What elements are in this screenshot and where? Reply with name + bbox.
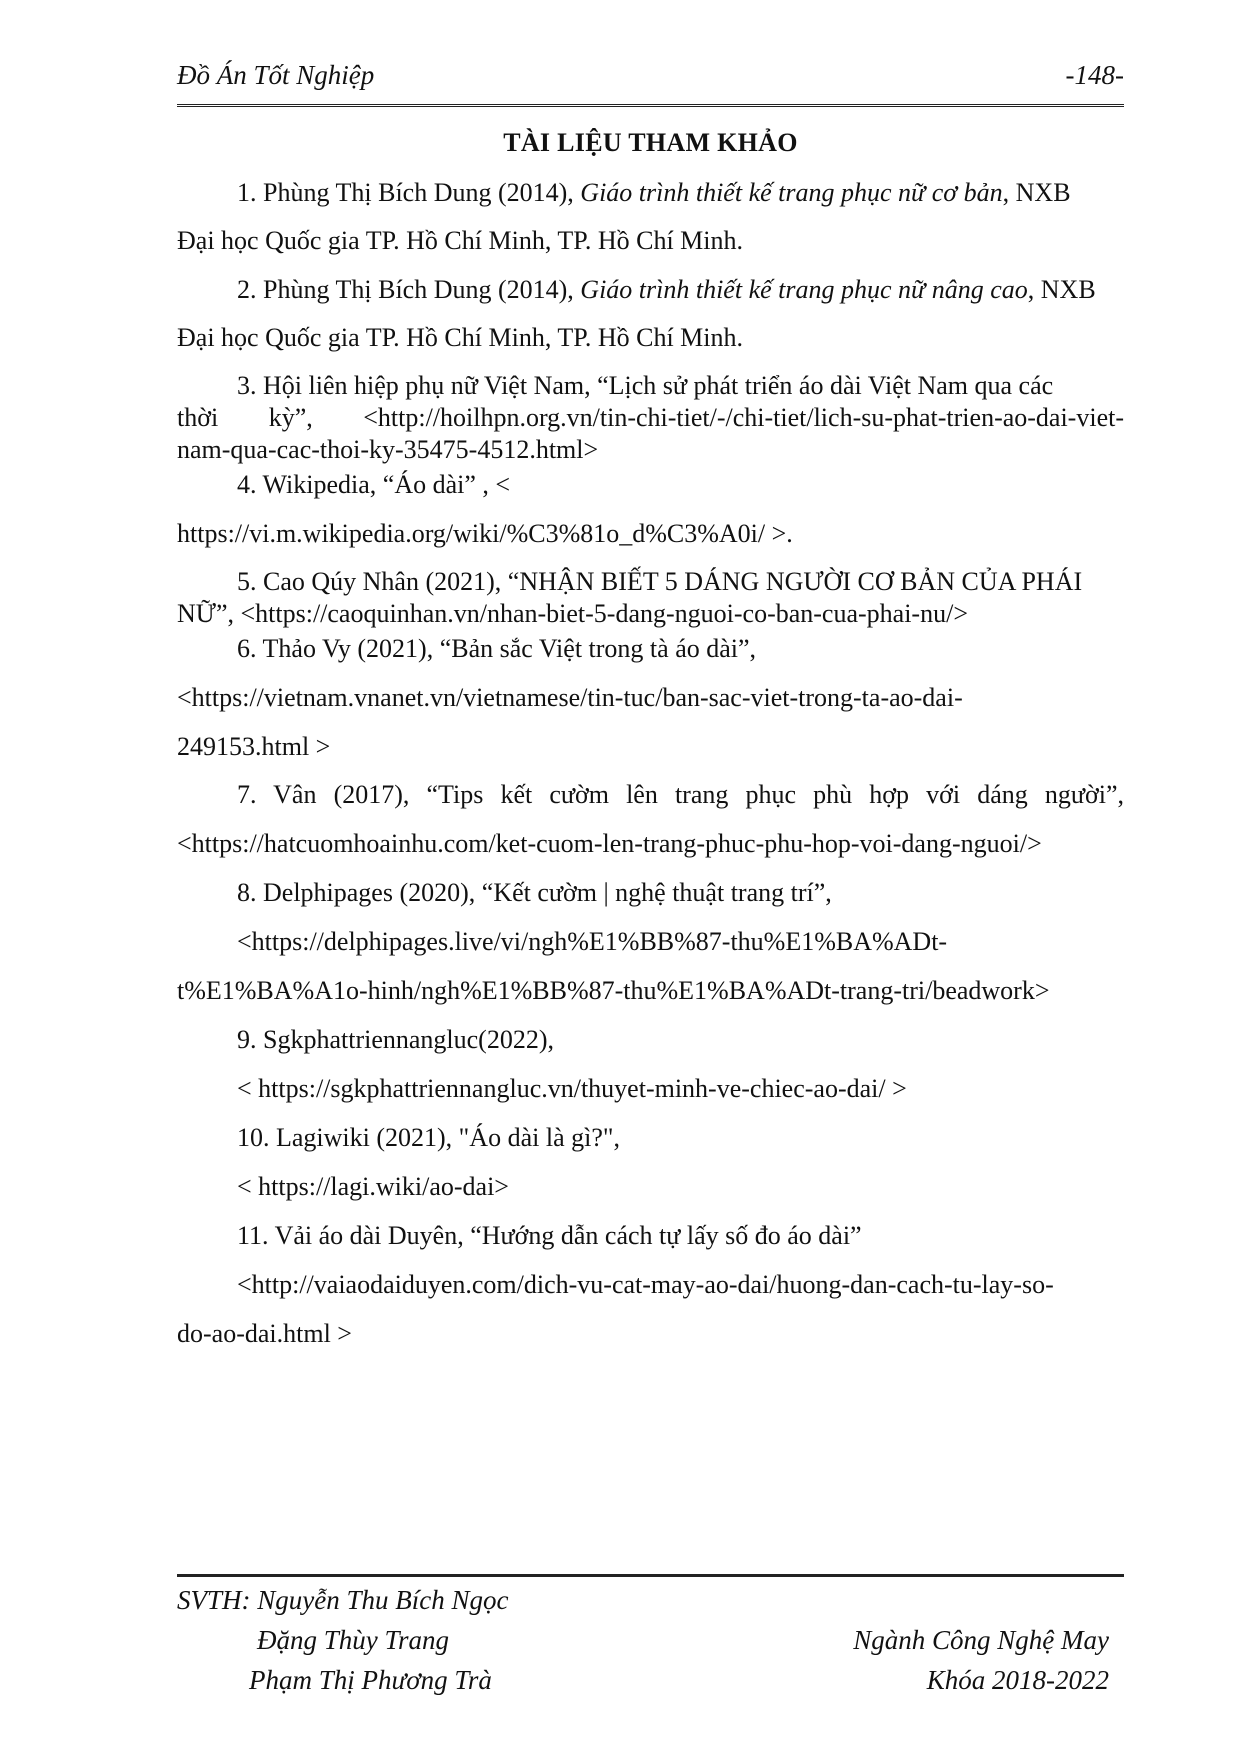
ref-3-line-1: 3. Hội liên hiệp phụ nữ Việt Nam, “Lịch sử phát triển áo dài Việt Nam qua các <box>237 371 1054 400</box>
ref-7-line-1: 7. Vân (2017), “Tips kết cườm lên trang phục phù hợp với dáng người”, <box>237 780 1124 809</box>
page-header <box>177 54 1124 107</box>
ref-10-line-2: < https://lagi.wiki/ao-dai> <box>237 1172 509 1201</box>
ref-2-line-2: Đại học Quốc gia TP. Hồ Chí Minh, TP. Hồ Chí Minh. <box>177 323 744 352</box>
page-footer <box>177 1574 1124 1695</box>
ref-4-line-2: https://vi.m.wikipedia.org/wiki/%C3%81o_d%C3%A0i/ >. <box>177 519 793 548</box>
ref-8-line-1: 8. Delphipages (2020), “Kết cườm | nghệ thuật trang trí”, <box>237 878 832 907</box>
footer-name-2: Đặng Thùy Trang <box>257 1625 450 1655</box>
ref-6-line-2: <https://vietnam.vnanet.vn/vietnamese/tin-tuc/ban-sac-viet-trong-ta-ao-dai- <box>177 683 963 712</box>
ref-11-line-2: <http://vaiaodaiduyen.com/dich-vu-cat-may-ao-dai/huong-dan-cach-tu-lay-so- <box>237 1270 1054 1299</box>
header-title: Đồ Án Tốt Nghiệp <box>177 60 375 90</box>
footer-year: Khóa 2018-2022 <box>926 1665 1109 1695</box>
ref-2-line-1: 2. Phùng Thị Bích Dung (2014), Giáo trình thiết kế trang phục nữ nâng cao, NXB <box>237 275 1096 304</box>
ref-5-line-2: NỮ”, <https://caoquinhan.vn/nhan-biet-5-dang-nguoi-co-ban-cua-phai-nu/> <box>177 599 968 628</box>
ref-3-line-3: nam-qua-cac-thoi-ky-35475-4512.html> <box>177 435 599 464</box>
ref-6-line-1: 6. Thảo Vy (2021), “Bản sắc Việt trong tà áo dài”, <box>237 634 757 663</box>
footer-major: Ngành Công Nghệ May <box>853 1625 1109 1655</box>
footer-name-3: Phạm Thị Phương Trà <box>249 1665 492 1695</box>
footer-svth: SVTH: Nguyễn Thu Bích Ngọc <box>177 1585 509 1615</box>
ref-11-line-3: do-ao-dai.html > <box>177 1319 352 1348</box>
section-title: TÀI LIỆU THAM KHẢO <box>503 128 798 157</box>
ref-5-line-1: 5. Cao Qúy Nhân (2021), “NHẬN BIẾT 5 DÁNG NGƯỜI CƠ BẢN CỦA PHÁI <box>237 567 1083 596</box>
ref-8-line-2: <https://delphipages.live/vi/ngh%E1%BB%87-thu%E1%BA%ADt- <box>237 927 948 956</box>
ref-1-line-1: 1. Phùng Thị Bích Dung (2014), Giáo trình thiết kế trang phục nữ cơ bản, NXB <box>237 178 1071 207</box>
ref-7-line-2: <https://hatcuomhoainhu.com/ket-cuom-len-trang-phuc-phu-hop-voi-dang-nguoi/> <box>177 829 1042 858</box>
ref-6-line-3: 249153.html > <box>177 732 331 761</box>
ref-3-line-2: thời kỳ”, <http://hoilhpn.org.vn/tin-chi-tiet/-/chi-tiet/lich-su-phat-trien-ao-dai-viet- <box>177 403 1124 432</box>
ref-9-line-1: 9. Sgkphattriennangluc(2022), <box>237 1025 554 1054</box>
ref-10-line-1: 10. Lagiwiki (2021), "Áo dài là gì?", <box>237 1123 620 1152</box>
ref-9-line-2: < https://sgkphattriennangluc.vn/thuyet-minh-ve-chiec-ao-dai/ > <box>237 1074 907 1103</box>
ref-1-line-2: Đại học Quốc gia TP. Hồ Chí Minh, TP. Hồ Chí Minh. <box>177 226 744 255</box>
page-number: -148- <box>1065 60 1124 90</box>
ref-8-line-3: t%E1%BA%A1o-hinh/ngh%E1%BB%87-thu%E1%BA%ADt-trang-tri/beadwork> <box>177 976 1050 1005</box>
ref-11-line-1: 11. Vải áo dài Duyên, “Hướng dẫn cách tự lấy số đo áo dài” <box>237 1221 862 1250</box>
ref-4-line-1: 4. Wikipedia, “Áo dài” , < <box>237 470 511 499</box>
